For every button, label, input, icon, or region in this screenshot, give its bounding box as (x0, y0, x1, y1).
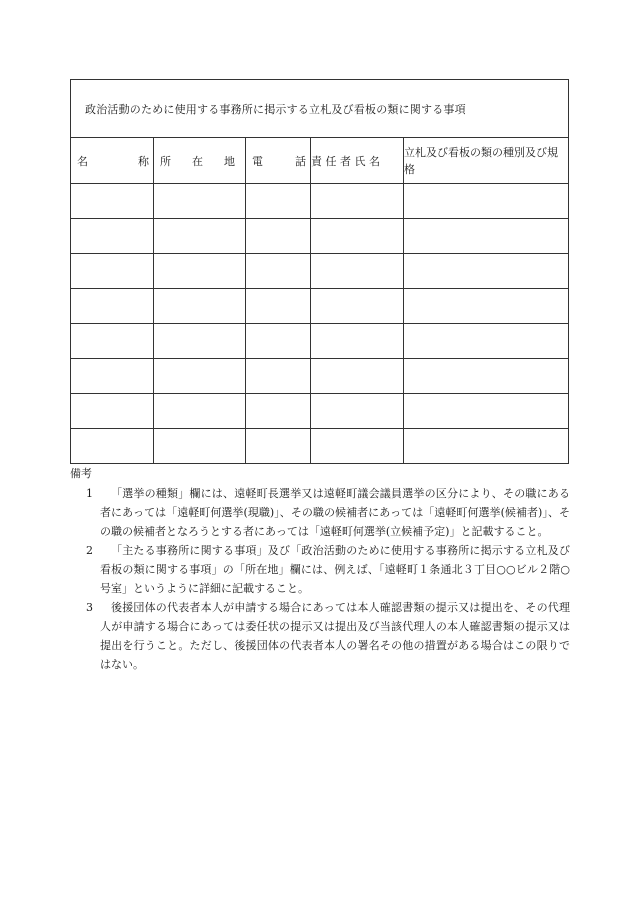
remark-note (70, 484, 570, 541)
entry-cell[interactable] (311, 289, 404, 324)
remarks-title: 備考 (70, 467, 92, 480)
entry-cell[interactable] (246, 289, 311, 324)
entry-cell[interactable] (311, 394, 404, 429)
entry-cell[interactable] (154, 394, 246, 429)
entry-cell[interactable] (404, 254, 569, 289)
entry-cell[interactable] (71, 429, 154, 464)
entry-cell[interactable] (246, 394, 311, 429)
note-number: 1 (86, 487, 93, 500)
entry-cell[interactable] (311, 184, 404, 219)
entry-cell[interactable] (246, 184, 311, 219)
entry-cell[interactable] (404, 394, 569, 429)
entry-cell[interactable] (154, 289, 246, 324)
table-row (71, 429, 569, 464)
entry-cell[interactable] (154, 429, 246, 464)
entry-cell[interactable] (311, 324, 404, 359)
header-responsible-person: 責 任 者 氏 名 (311, 138, 404, 184)
entry-cell[interactable] (71, 359, 154, 394)
header-location: 所 在 地 (154, 138, 246, 184)
entry-cell[interactable] (71, 289, 154, 324)
entry-cell[interactable] (154, 184, 246, 219)
entry-cell[interactable] (71, 219, 154, 254)
entry-cell[interactable] (404, 219, 569, 254)
signboard-form-table (70, 79, 569, 464)
entry-cell[interactable] (154, 219, 246, 254)
entry-cell[interactable] (246, 429, 311, 464)
table-title-row (71, 80, 569, 138)
table-header-row (71, 138, 569, 184)
header-phone: 電 話 (246, 138, 311, 184)
entry-cell[interactable] (71, 184, 154, 219)
entry-cell[interactable] (404, 324, 569, 359)
entry-cell[interactable] (311, 429, 404, 464)
entry-cell[interactable] (311, 219, 404, 254)
entry-cell[interactable] (71, 324, 154, 359)
entry-cell[interactable] (311, 359, 404, 394)
table-row (71, 184, 569, 219)
table-row (71, 289, 569, 324)
form-title: 政治活動のために使用する事務所に掲示する立札及び看板の類に関する事項 (71, 80, 569, 138)
entry-cell[interactable] (246, 359, 311, 394)
note-text: 「主たる事務所に関する事項」及び「政治活動のために使用する事務所に掲示する立札及び看板の類に関する事項」の「所在地」欄には、例えば、「遠軽町１条通北３丁目○○ビル２階○号室」というように詳細に記載すること。 (100, 544, 570, 595)
table-row (71, 254, 569, 289)
entry-cell[interactable] (246, 324, 311, 359)
entry-cell[interactable] (404, 289, 569, 324)
entry-cell[interactable] (311, 254, 404, 289)
note-number: 3 (86, 601, 93, 614)
note-number: 2 (86, 544, 93, 557)
table-row (71, 324, 569, 359)
entry-cell[interactable] (404, 184, 569, 219)
entry-cell[interactable] (71, 394, 154, 429)
header-sign-type: 立札及び看板の類の種別及び規格 (404, 138, 569, 184)
entry-cell[interactable] (404, 359, 569, 394)
note-text: 「選挙の種類」欄には、遠軽町長選挙又は遠軽町議会議員選挙の区分により、その職にある者にあっては「遠軽町何選挙(現職)」、その職の候補者にあっては「遠軽町何選挙(候補者)」、その職の候補者となろうとする者にあっては「遠軽町何選挙(立候補予定)」と記載すること。 (100, 487, 570, 538)
table-row (71, 359, 569, 394)
remarks-section (70, 464, 570, 674)
entry-cell[interactable] (154, 324, 246, 359)
entry-cell[interactable] (404, 429, 569, 464)
remark-note (70, 598, 570, 674)
entry-cell[interactable] (154, 359, 246, 394)
entry-cell[interactable] (71, 254, 154, 289)
remark-note (70, 541, 570, 598)
entry-cell[interactable] (154, 254, 246, 289)
table-row (71, 219, 569, 254)
table-row (71, 394, 569, 429)
note-text: 後援団体の代表者本人が申請する場合にあっては本人確認書類の提示又は提出を、その代理人が申請する場合にあっては委任状の提示又は提出及び当該代理人の本人確認書類の提示又は提出を行うこと。ただし、後援団体の代表者本人の署名その他の措置がある場合はこの限りではない。 (100, 601, 570, 671)
blank-rows (71, 184, 569, 464)
entry-cell[interactable] (246, 254, 311, 289)
entry-cell[interactable] (246, 219, 311, 254)
header-name: 名 称 (71, 138, 154, 184)
